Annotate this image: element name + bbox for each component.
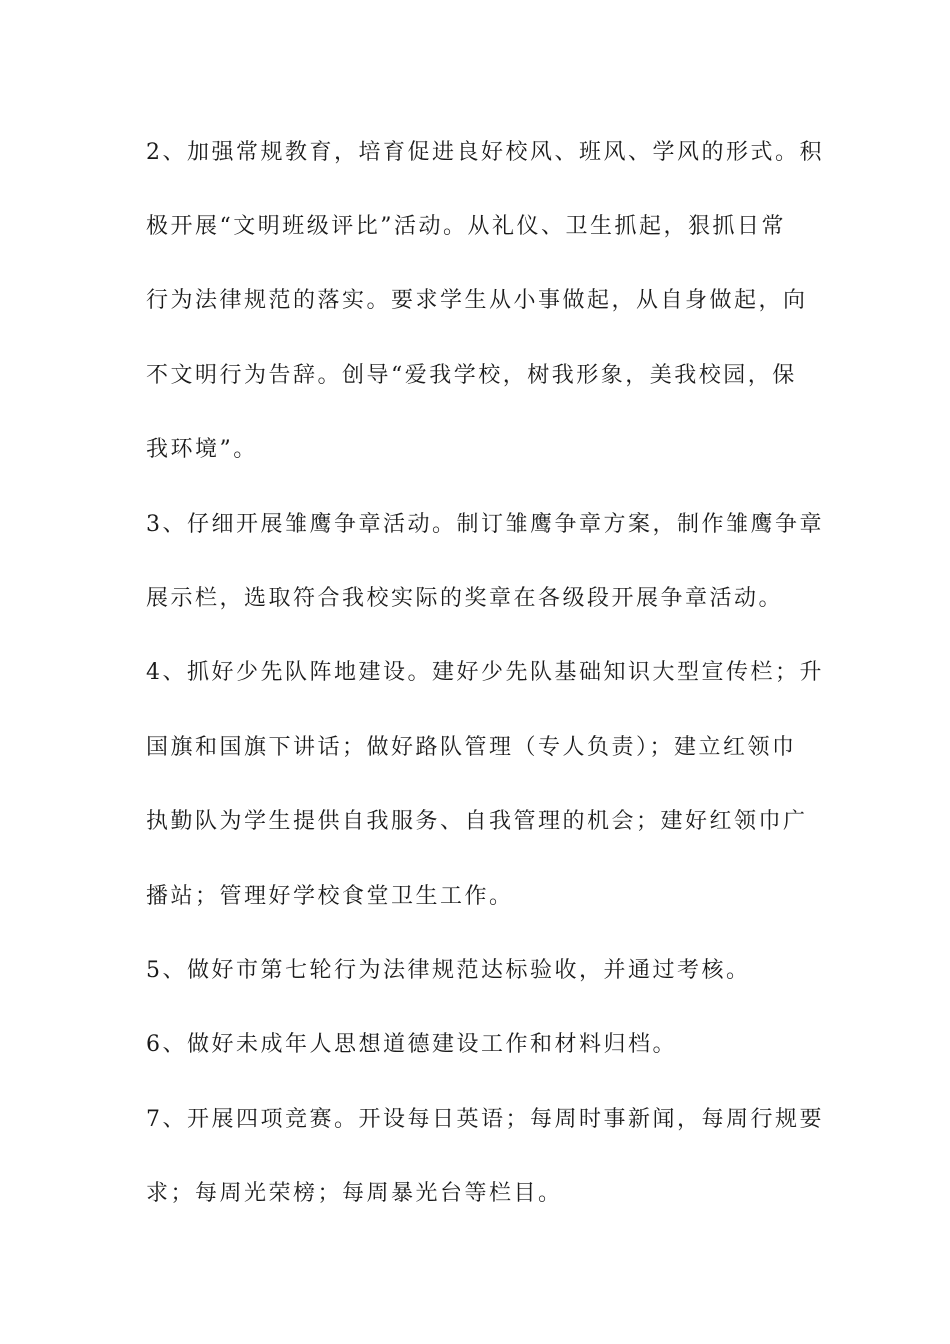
text-line: 播站；管理好学校食堂卫生工作。 <box>146 884 514 909</box>
text-line: 求；每周光荣榜；每周暴光台等栏目。 <box>146 1181 563 1206</box>
text-line: 6、做好未成年人思想道德建设工作和材料归档。 <box>146 1032 677 1057</box>
text-line: 行为法律规范的落实。要求学生从小事做起，从自身做起，向 <box>146 288 808 313</box>
text-line: 3、仔细开展雏鹰争章活动。制订雏鹰争章方案，制作雏鹰争章 <box>146 512 824 537</box>
text-line: 我环境”。 <box>146 437 258 462</box>
text-line: 7、开展四项竞赛。开设每日英语；每周时事新闻，每周行规要 <box>146 1107 824 1132</box>
text-line: 2、加强常规教育，培育促进良好校风、班风、学风的形式。积 <box>146 140 824 165</box>
text-line: 5、做好市第七轮行为法律规范达标验收，并通过考核。 <box>146 958 751 983</box>
text-line: 极开展“文明班级评比”活动。从礼仪、卫生抓起，狠抓日常 <box>146 214 786 239</box>
text-line: 展示栏，选取符合我校实际的奖章在各级段开展争章活动。 <box>146 586 784 611</box>
text-line: 国旗和国旗下讲话；做好路队管理（专人负责）；建立红领巾 <box>146 735 797 760</box>
text-line: 执勤队为学生提供自我服务、自我管理的机会；建好红领巾广 <box>146 809 808 834</box>
text-line: 不文明行为告辞。创导“爱我学校，树我形象，美我校园，保 <box>146 363 797 388</box>
text-line: 4、抓好少先队阵地建设。建好少先队基础知识大型宣传栏；升 <box>146 660 824 685</box>
